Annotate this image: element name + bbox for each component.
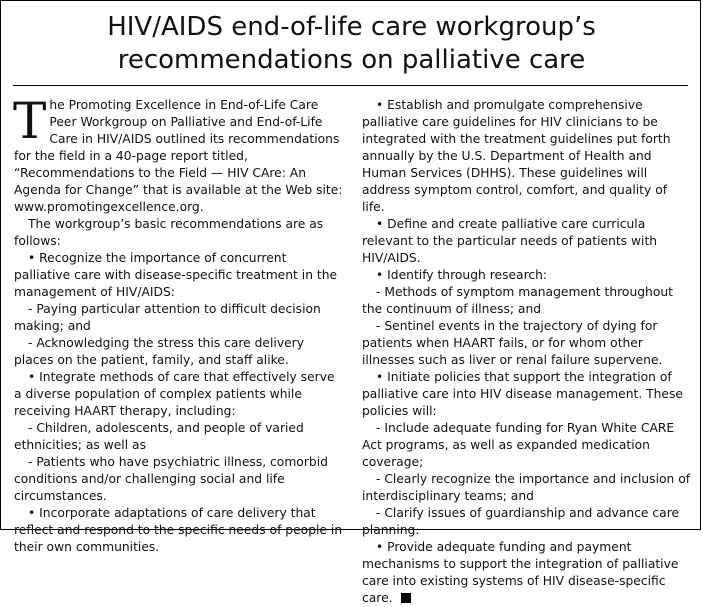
right-column	[362, 97, 692, 607]
paragraph: - Clearly recognize the importance and inclusion of interdisciplinary teams; and	[362, 472, 691, 503]
last-paragraph-text: • Provide adequate funding and payment mechanisms to support the integration of palliative care into existing systems of HIV disease-specific care.	[362, 540, 679, 605]
paragraph: - Sentinel events in the trajectory of dying for patients when HAART fails, or for whom other illnesses such as liver or renal failure supervene.	[362, 319, 663, 367]
drop-cap: T	[13, 92, 47, 150]
paragraph: - Include adequate funding for Ryan White CARE Act programs, as well as expanded medication coverage;	[362, 421, 675, 469]
paragraph: - Children, adolescents, and people of varied ethnicities; as well as	[14, 421, 304, 452]
paragraph: • Define and create palliative care curricula relevant to the particular needs of patients with HIV/AIDS.	[362, 217, 658, 265]
paragraph: • Establish and promulgate comprehensive palliative care guidelines for HIV clinicians to be integrated with the treatment guidelines put forth annually by the U.S. Department of Health and Human Services (DHHS). These guidelines will address symptom control, comfort, and quality of life.	[362, 98, 671, 214]
article-title	[1, 11, 702, 77]
intro-rest: field in a 40-page report titled, “Recommendations to the Field — HIV CAre: An Agenda for Change” that is available at the Web site: www.promotingexcellence.org.	[14, 149, 343, 214]
paragraph: • Incorporate adaptations of care delivery that reflect and respond to the specific needs of people in their own communities.	[14, 506, 343, 554]
paragraph: - Clarify issues of guardianship and advance care planning.	[362, 506, 680, 537]
left-column	[13, 92, 344, 556]
intro-line-1: he Promoting Excellence in End-of-Life Care Peer	[49, 98, 319, 129]
paragraph: • Initiate policies that support the integration of palliative care into HIV disease management. These policies will:	[362, 370, 683, 418]
intro-paragraph	[13, 92, 344, 216]
paragraph: - Patients who have psychiatric illness, comorbid conditions and/or challenging social and life circumstances.	[14, 455, 328, 503]
paragraph: - Paying particular attention to difficult decision making; and	[14, 302, 321, 333]
paragraph: • Recognize the importance of concurrent palliative care with disease-specific treatment in the management of HIV/AIDS:	[14, 251, 338, 299]
paragraph: • Integrate methods of care that effectively serve a diverse population of complex patients while receiving HAART therapy, including:	[14, 370, 335, 418]
paragraph: - Methods of symptom management throughout the continuum of illness; and	[362, 285, 673, 316]
intro-line-3: HIV/AIDS outlined its recommendations for the	[14, 132, 340, 163]
last-paragraph	[362, 539, 692, 607]
title-divider	[13, 85, 688, 86]
title-line-1: HIV/AIDS end-of-life care workgroup’s	[107, 12, 596, 42]
intro-line-2: Workgroup on Palliative and End-of-Life Care in	[49, 115, 323, 146]
paragraph: • Identify through research:	[376, 268, 548, 282]
paragraph: The workgroup’s basic recommendations are as follows:	[14, 217, 324, 248]
end-of-article-mark	[401, 593, 411, 603]
title-line-2: recommendations on palliative care	[117, 45, 586, 75]
paragraph: - Acknowledging the stress this care delivery places on the patient, family, and staff alike.	[14, 336, 304, 367]
